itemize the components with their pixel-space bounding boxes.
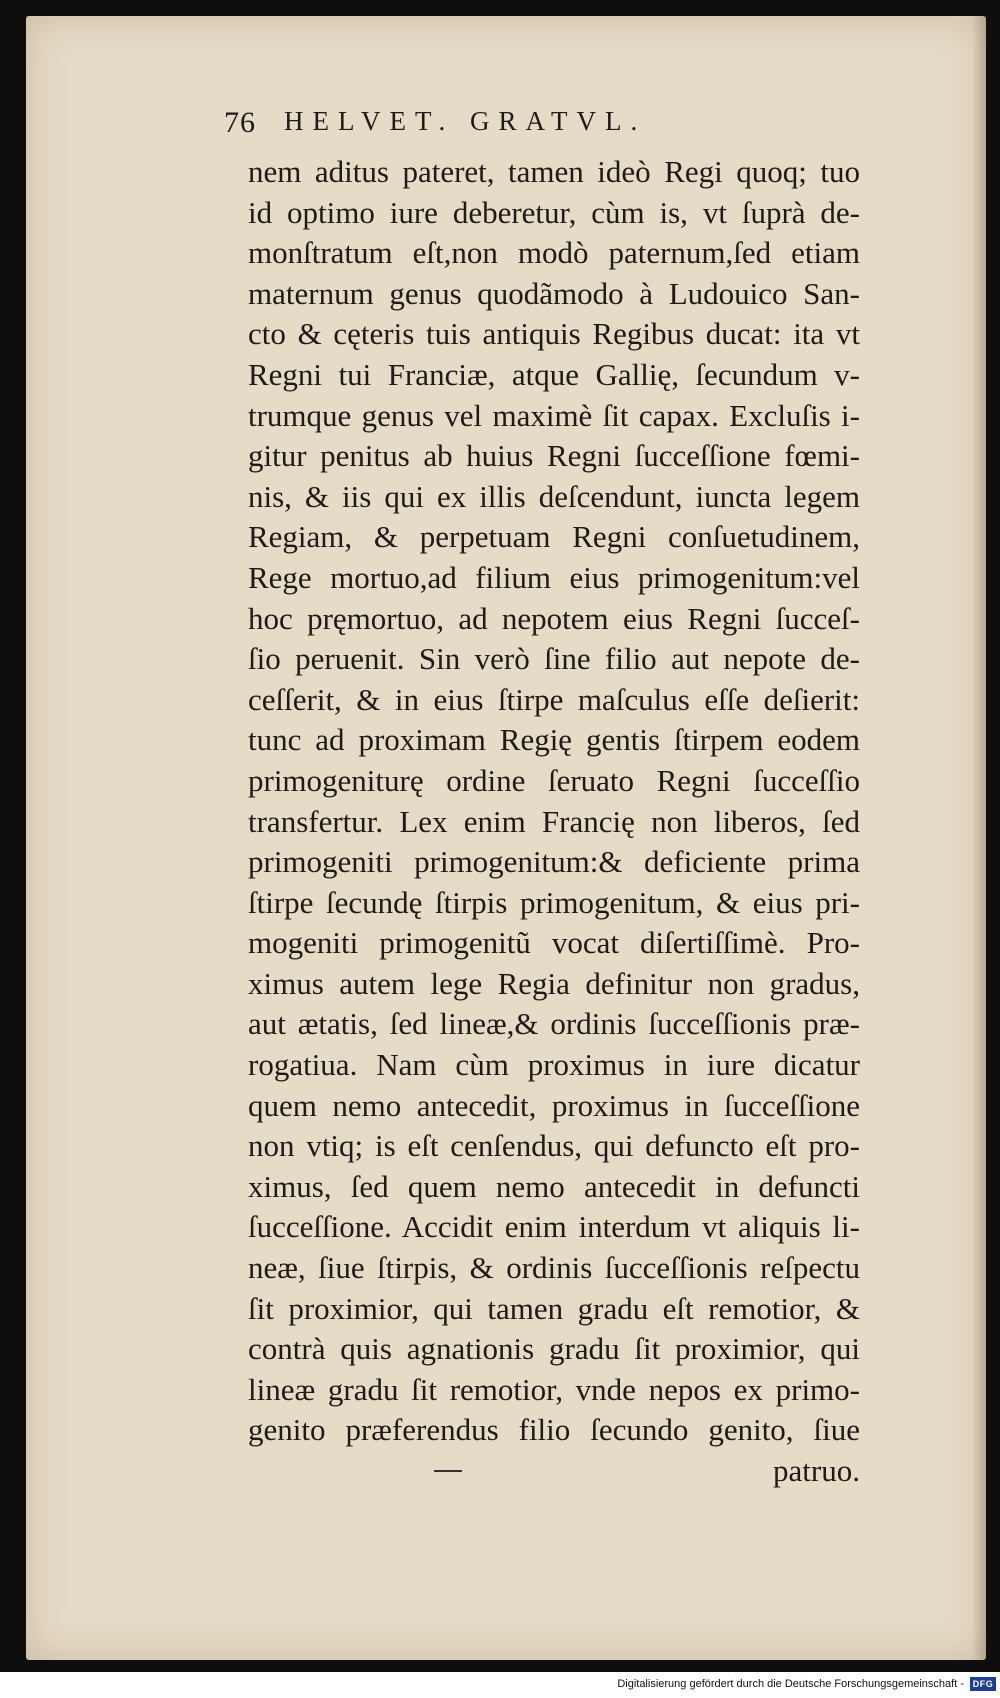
text-line: id optimo iure deberetur, cùm is, vt ſuprà de- xyxy=(248,194,860,230)
text-line: non vtiq; is eſt cenſendus, qui defuncto eſt pro- xyxy=(248,1128,860,1164)
text-line: cto & cęteris tuis antiquis Regibus ducat: ita vt xyxy=(248,316,860,352)
text-line: ximus, ſed quem nemo antecedit in defuncti xyxy=(248,1168,860,1204)
catchword: patruo. xyxy=(773,1453,860,1488)
text-line: nem aditus pateret, tamen ideò Regi quoq; tuo xyxy=(248,154,860,189)
text-line: quem nemo antecedit, proximus in ſucceſſione xyxy=(248,1087,860,1123)
text-line: ſio peruenit. Sin verò ſine filio aut nepote de- xyxy=(248,641,860,677)
text-line: Rege mortuo,ad filium eius primogenitum:vel xyxy=(248,559,860,595)
text-line: ſtirpe ſecundę ſtirpis primogenitum, & eius pri- xyxy=(248,884,860,920)
text-line: transfertur. Lex enim Francię non liberos, ſed xyxy=(248,803,860,839)
text-line: aut ætatis, ſed lineæ,& ordinis ſucceſſionis præ- xyxy=(248,1006,860,1042)
text-line: ſucceſſione. Accidit enim interdum vt aliquis li- xyxy=(248,1209,860,1245)
text-line: gitur penitus ab huius Regni ſucceſſione fœmi- xyxy=(248,438,860,474)
text-line: mogeniti primogenitũ vocat diſertiſſimè. Pro- xyxy=(248,925,860,961)
text-line: hoc pręmortuo, ad nepotem eius Regni ſucceſ- xyxy=(248,600,860,636)
text-line: lineæ gradu ſit remotior, vnde nepos ex primo- xyxy=(248,1371,860,1407)
page-number: 76 xyxy=(224,106,256,139)
text-line: contrà quis agnationis gradu ſit proximior, qui xyxy=(248,1331,860,1367)
text-line: primogeniturę ordine ſeruato Regni ſucceſſio xyxy=(248,762,860,798)
text-line: maternum genus quodãmodo à Ludouico San- xyxy=(248,275,860,311)
text-line: Regiam, & perpetuam Regni conſuetudinem, xyxy=(248,519,860,555)
body-text xyxy=(248,152,860,1492)
text-line: ximus autem lege Regia definitur non gradus, xyxy=(248,965,860,1001)
text-line: Regni tui Franciæ, atque Gallię, ſecundum v- xyxy=(248,356,860,392)
running-title: HELVET. GRATVL. xyxy=(284,106,647,136)
text-line: trumque genus vel maximè ſit capax. Excluſis i- xyxy=(248,397,860,433)
funding-credit: Digitalisierung gefördert durch die Deutsche Forschungsgemeinschaft - xyxy=(617,1678,964,1690)
text-line: ſit proximior, qui tamen gradu eſt remotior, & xyxy=(248,1290,860,1326)
text-line: tunc ad proximam Regię gentis ſtirpem eodem xyxy=(248,722,860,758)
text-line: monſtratum eſt,non modò paternum,ſed etiam xyxy=(248,235,860,271)
text-line: ceſſerit, & in eius ſtirpe maſculus eſſe deſierit: xyxy=(248,681,860,717)
running-head xyxy=(224,106,804,146)
text-line: neæ, ſiue ſtirpis, & ordinis ſucceſſionis reſpectu xyxy=(248,1250,860,1286)
text-line: nis, & iis qui ex illis deſcendunt, iuncta legem xyxy=(248,478,860,514)
page-edge-shadow xyxy=(972,16,986,1660)
text-line: rogatiua. Nam cùm proximus in iure dicatur xyxy=(248,1047,860,1083)
ornamental-rule xyxy=(434,1470,462,1472)
text-line: genito præferendus filio ſecundo genito, ſiue xyxy=(248,1412,860,1448)
digitization-footer xyxy=(0,1672,1000,1698)
text-line: primogeniti primogenitum:& deficiente prima xyxy=(248,844,860,880)
dfg-logo: DFG xyxy=(970,1677,996,1691)
